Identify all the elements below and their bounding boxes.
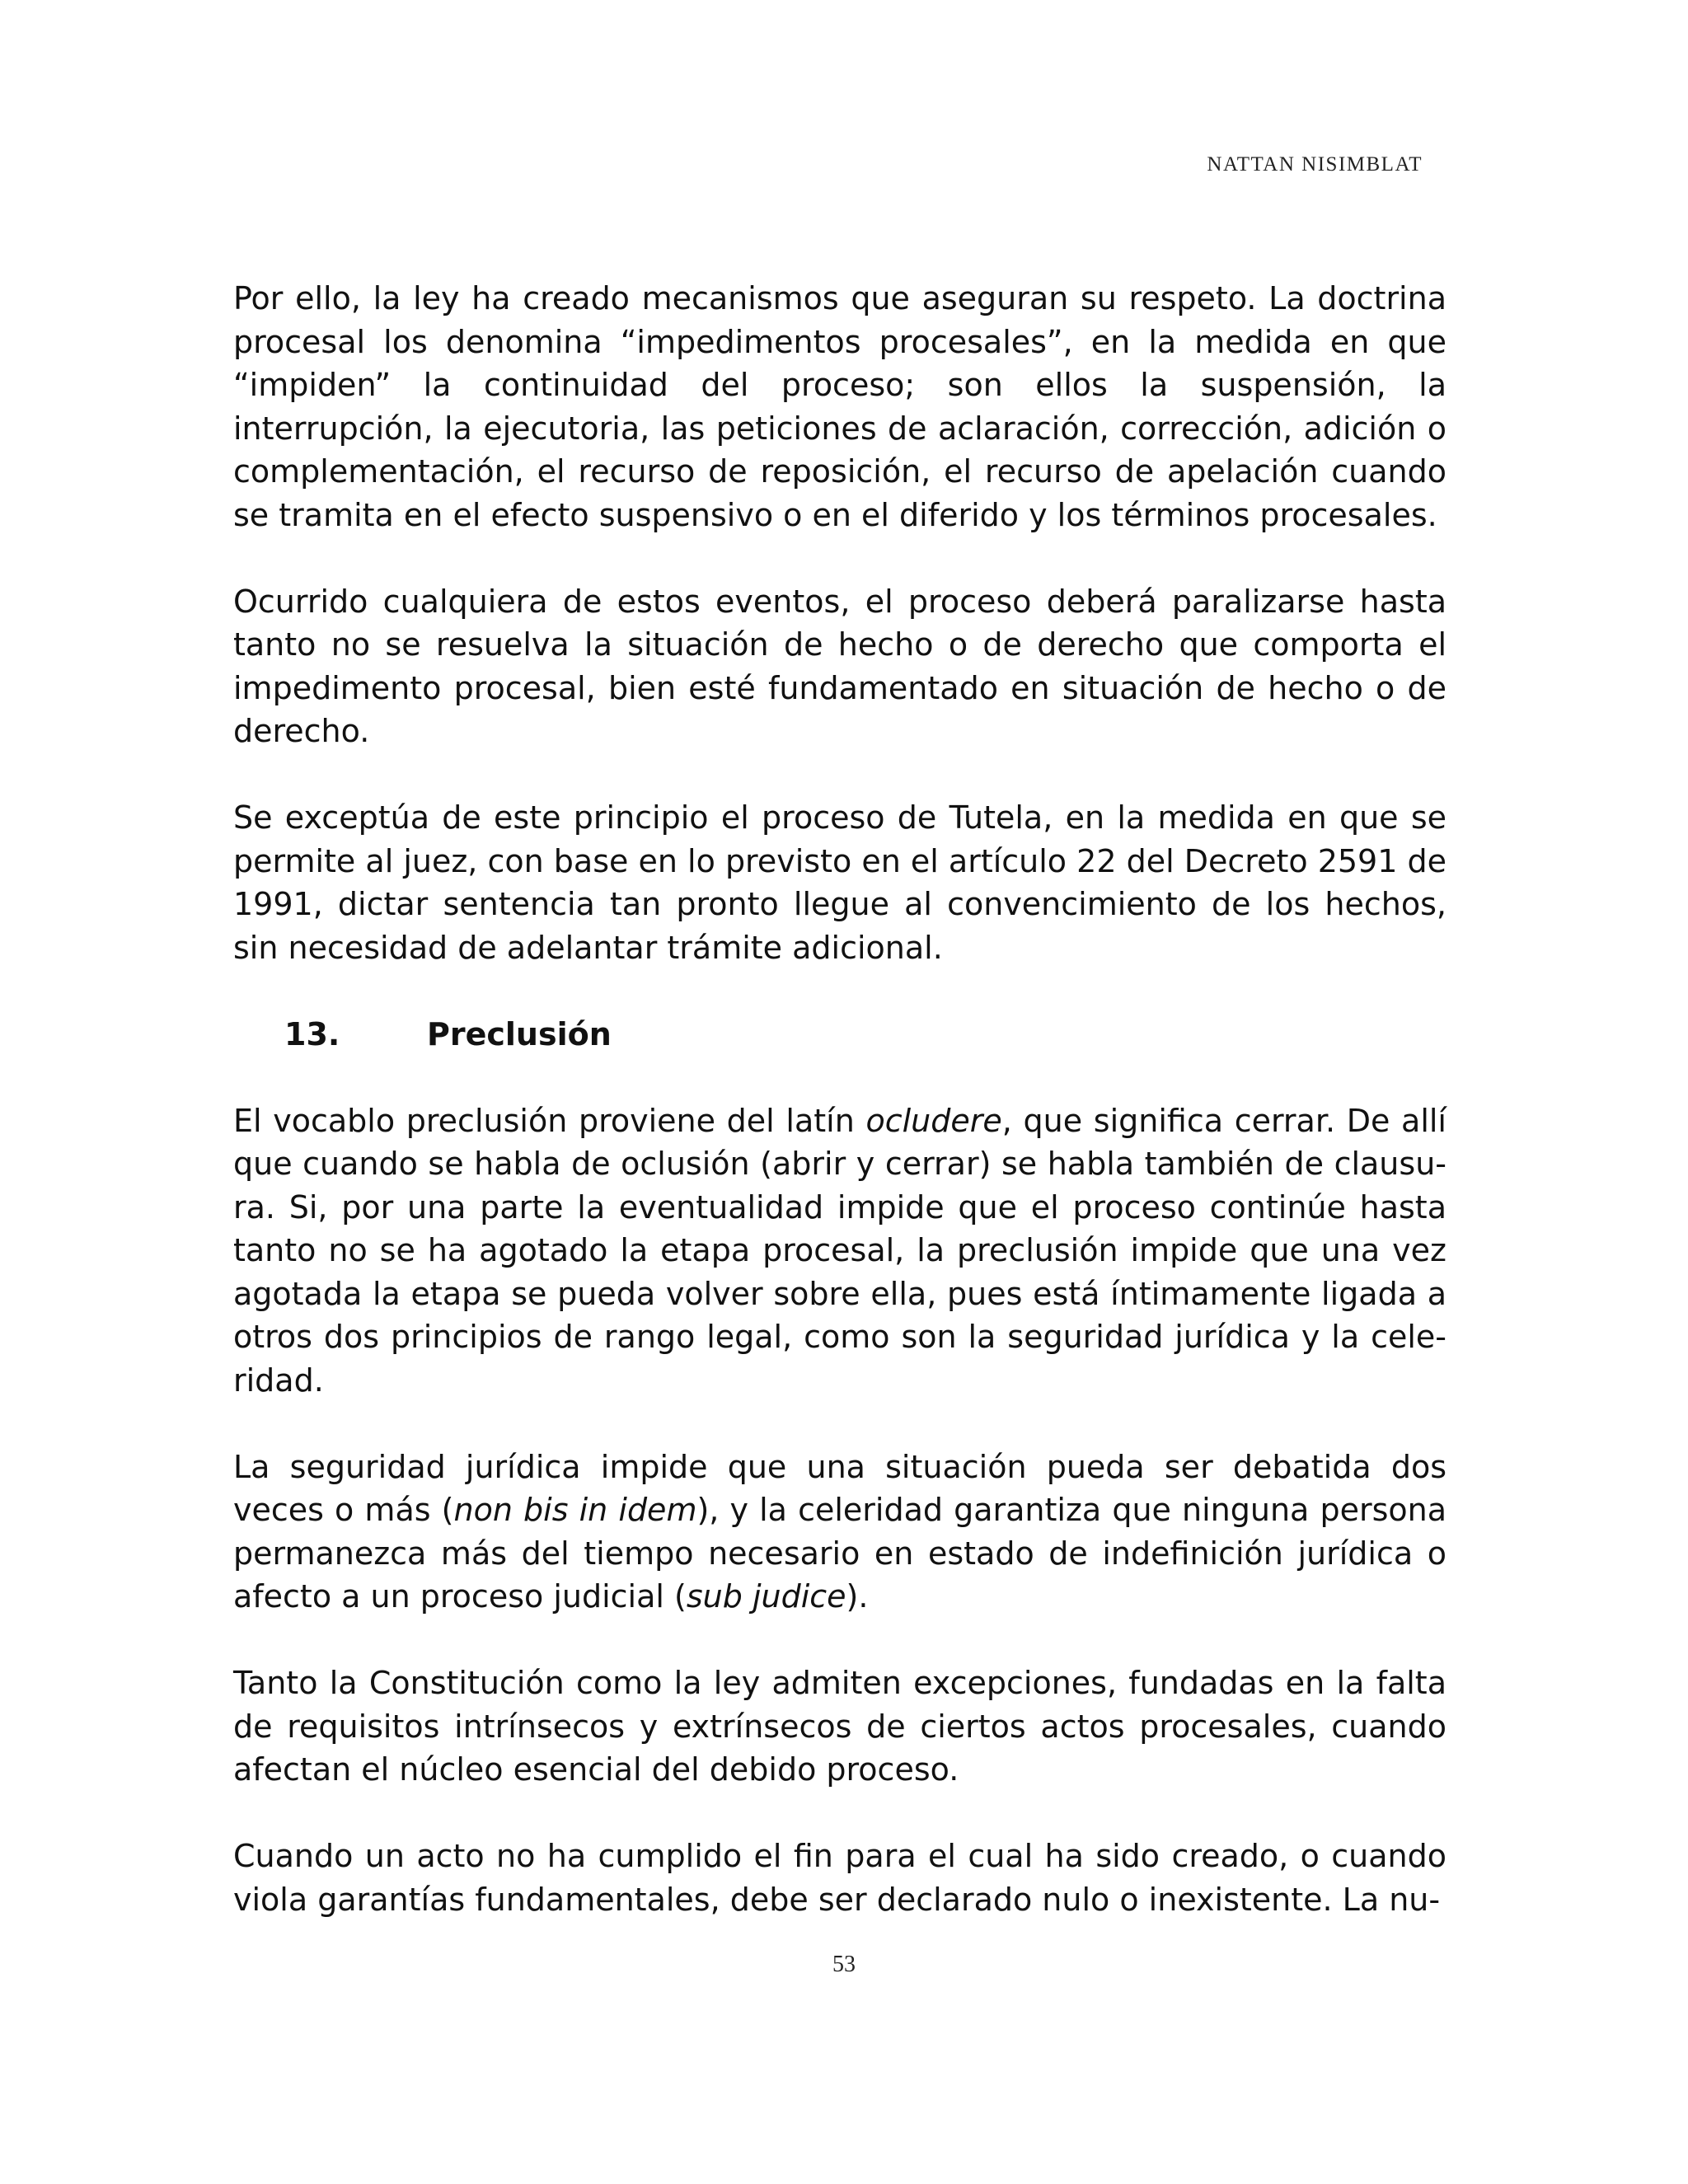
paragraph-seguridad-text-2: ), y la celeridad garantiza que ninguna persona permanezca más del tiempo necesario en estado de indefinición jurídica o afecto a un proceso judicial ( [233, 1492, 1447, 1615]
body-text [233, 277, 1447, 1965]
paragraph-seguridad-text-3: ). [846, 1578, 869, 1615]
paragraph-seguridad-juridica [233, 1446, 1447, 1619]
page-number: 53 [832, 1952, 856, 1977]
paragraph-excepciones: Tanto la Constitución como la ley admiten excepciones, fundadas en la falta de requisitos intrínsecos y extrínsecos de ciertos actos procesales, cuando afectan el núcleo esencial del debido proceso. [233, 1665, 1447, 1788]
latin-term-non-bis-in-idem: non bis in idem [453, 1492, 697, 1528]
paragraph-nulidad: Cuando un acto no ha cumplido el fin para el cual ha sido creado, o cuando viola garantías fundamentales, debe ser declarado nulo o inexistente. La nu- [233, 1838, 1447, 1918]
section-number: 13. [284, 1015, 340, 1052]
paragraph-vocablo-text-2: , que significa cerrar. De allí que cuando se habla de oclusión (abrir y cerrar) se habla también de clausura. Si, por una parte la eventualidad impide que el proceso continúe hasta tanto no se ha agotado la etapa procesal, la preclusión impide que una vez agotada la etapa se pueda volver sobre ella, pues está íntimamente ligada a otros dos principios de rango legal, como son la seguridad jurídica y la celeridad. [233, 1102, 1447, 1399]
paragraph-paralizacion: Ocurrido cualquiera de estos eventos, el proceso deberá paralizarse hasta tanto no se resuelva la situación de hecho o de derecho que comporta el impedimento procesal, bien esté fundamentado en situación de hecho o de derecho. [233, 583, 1447, 749]
latin-term-ocludere: ocludere [865, 1102, 1002, 1139]
paragraph-vocablo-text-1: El vocablo preclusión proviene del latín [233, 1102, 866, 1139]
running-header-author: NATTAN NISIMBLAT [1207, 153, 1423, 176]
paragraph-impedimentos: Por ello, la ley ha creado mecanismos que aseguran su respeto. La doctrina procesal los denomina “impedimentos procesales”, en la medida en que “impiden” la continuidad del proceso; son ellos la suspensión, la interrupción, la ejecutoria, las peticiones de aclaración, corrección, adición o complementación, el recurso de reposición, el recurso de apelación cuando se tramita en el efecto suspensivo o en el diferido y los términos procesales. [233, 280, 1447, 533]
paragraph-vocablo [233, 1099, 1447, 1403]
latin-term-sub-judice: sub judice [686, 1578, 846, 1615]
section-title: Preclusión [427, 1015, 612, 1052]
paragraph-seguridad-text-1: La seguridad jurídica impide que una situación pueda ser debatida dos veces o más ( [233, 1448, 1447, 1528]
paragraph-tutela: Se exceptúa de este principio el proceso de Tutela, en la medida en que se permite al juez, con base en lo previsto en el artículo 22 del Decreto 2591 de 1991, dictar sentencia tan pronto llegue al convencimiento de los hechos, sin necesidad de adelantar trámite adicional. [233, 799, 1447, 966]
section-heading [233, 1013, 1447, 1057]
